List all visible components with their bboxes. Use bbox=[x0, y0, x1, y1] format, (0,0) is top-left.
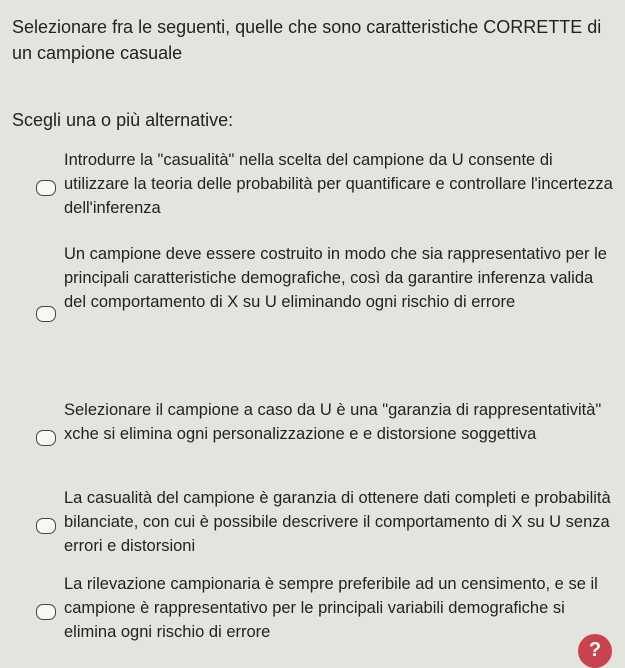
option-1-label[interactable]: Introdurre la "casualità" nella scelta del campione da U consente di utilizzare la teoria delle probabilità per quantificare e controllare l'incertezza dell'inferenza bbox=[64, 151, 613, 217]
question-text: Selezionare fra le seguenti, quelle che sono caratteristiche CORRETTE di un campione casuale bbox=[12, 17, 602, 63]
option-4-label[interactable]: La casualità del campione è garanzia di ottenere dati completi e probabilità bilanciate, con cui è possibile descrivere il comportamento di X su U senza errori e distorsioni bbox=[64, 489, 611, 555]
option-2-checkbox[interactable] bbox=[36, 306, 56, 322]
option-5-label[interactable]: La rilevazione campionaria è sempre preferibile ad un censimento, e se il campione è rappresentativo per le principali variabili demografiche si elimina ogni rischio di errore bbox=[64, 575, 598, 641]
option-5-checkbox[interactable] bbox=[36, 604, 56, 620]
option-4-checkbox[interactable] bbox=[36, 518, 56, 534]
instruction-text: Scegli una o più alternative: bbox=[12, 110, 234, 130]
option-3-label[interactable]: Selezionare il campione a caso da U è una "garanzia di rappresentatività" xche si elimina ogni personalizzazione e e distorsione soggettiva bbox=[64, 401, 602, 443]
option-3-checkbox[interactable] bbox=[36, 430, 56, 446]
option-2-label[interactable]: Un campione deve essere costruito in modo che sia rappresentativo per le principali caratteristiche demografiche, così da garantire inferenza valida del comportamento di X su U eliminando ogni rischio di errore bbox=[64, 245, 607, 311]
option-1-checkbox[interactable] bbox=[36, 180, 56, 196]
help-button[interactable]: ? bbox=[578, 634, 612, 668]
